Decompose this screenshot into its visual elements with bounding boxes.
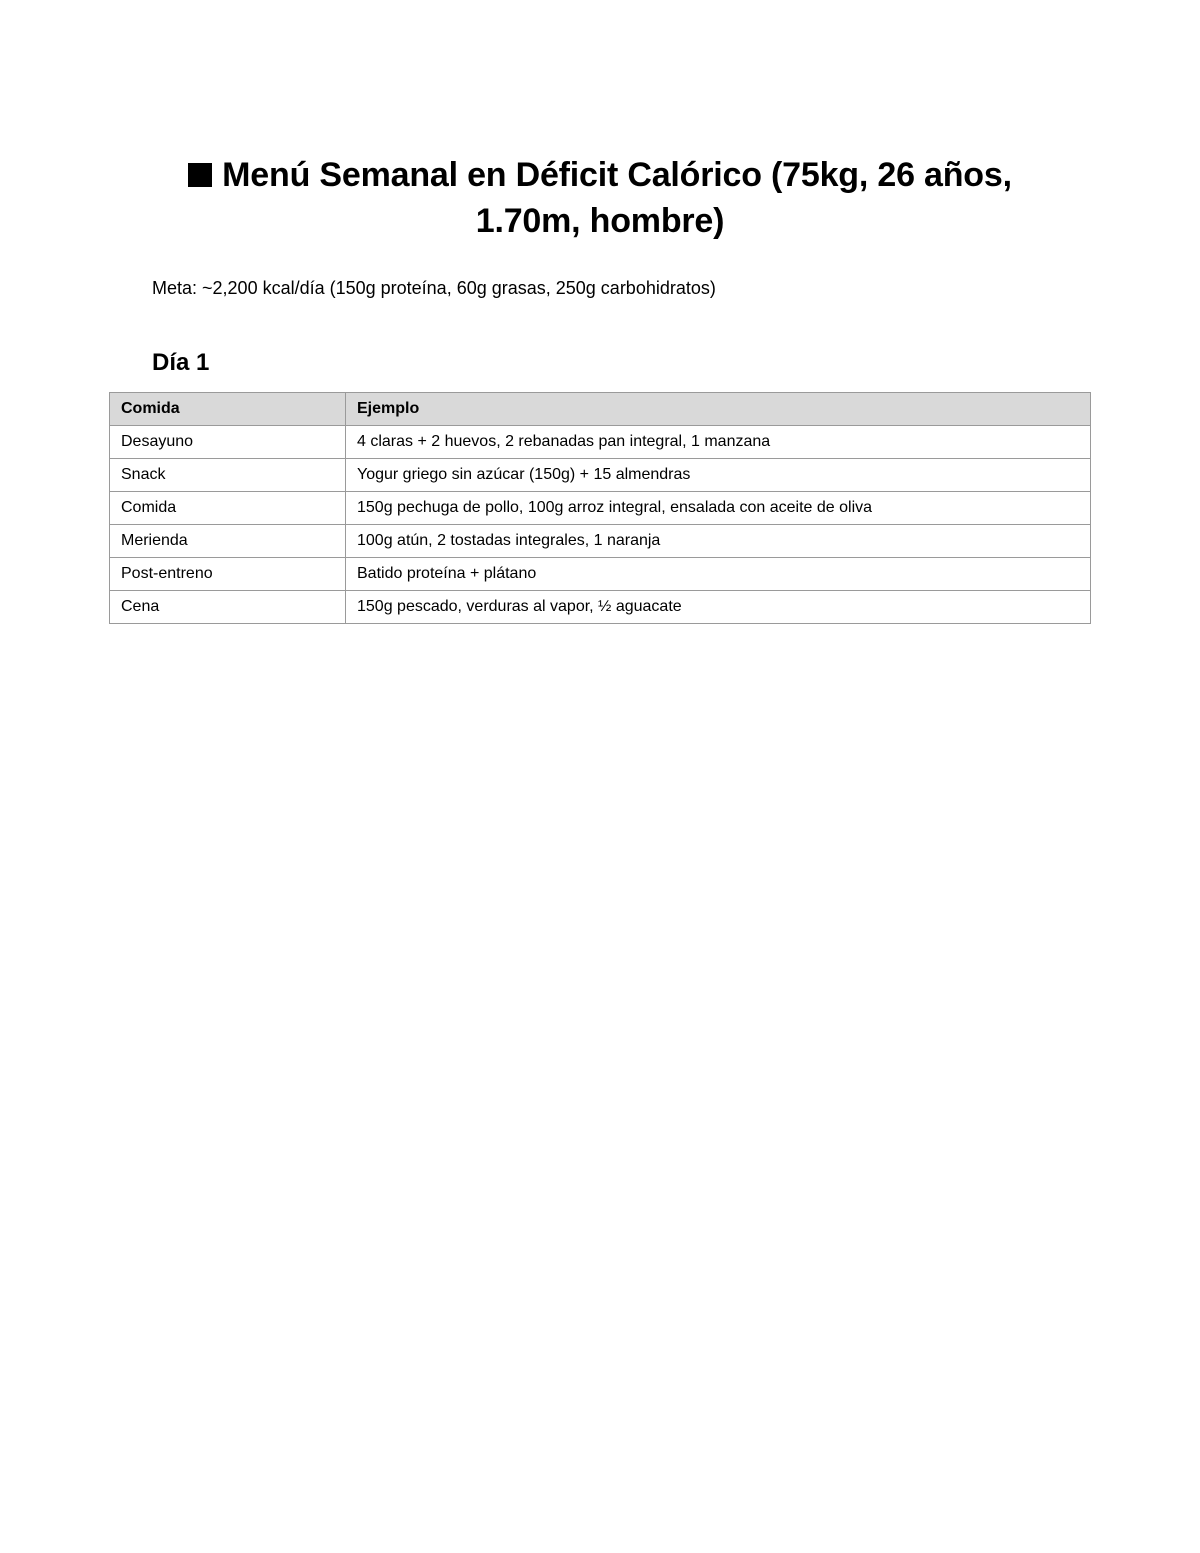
header-meal: Comida: [110, 393, 346, 426]
meal-cell: Desayuno: [110, 426, 346, 459]
meal-cell: Comida: [110, 492, 346, 525]
meal-cell: Merienda: [110, 525, 346, 558]
table-row: [110, 558, 1091, 591]
table-row: [110, 426, 1091, 459]
meal-cell: Post-entreno: [110, 558, 346, 591]
daily-goal-text: Meta: ~2,200 kcal/día (150g proteína, 60g grasas, 250g carbohidratos): [152, 278, 716, 298]
example-cell: 4 claras + 2 huevos, 2 rebanadas pan integral, 1 manzana: [346, 426, 1091, 459]
table-row: [110, 591, 1091, 624]
meal-cell: Snack: [110, 459, 346, 492]
table-row: [110, 525, 1091, 558]
page-title-text: Menú Semanal en Déficit Calórico (75kg, 26 años, 1.70m, hombre): [222, 156, 1012, 240]
header-example: Ejemplo: [346, 393, 1091, 426]
table-row: [110, 459, 1091, 492]
meal-table: [109, 392, 1091, 624]
example-cell: Batido proteína + plátano: [346, 558, 1091, 591]
table-row: [110, 492, 1091, 525]
meal-cell: Cena: [110, 591, 346, 624]
table-header-row: [110, 393, 1091, 426]
square-bullet-icon: [188, 163, 212, 187]
example-cell: 100g atún, 2 tostadas integrales, 1 naranja: [346, 525, 1091, 558]
example-cell: 150g pescado, verduras al vapor, ½ aguacate: [346, 591, 1091, 624]
example-cell: Yogur griego sin azúcar (150g) + 15 almendras: [346, 459, 1091, 492]
example-cell: 150g pechuga de pollo, 100g arroz integral, ensalada con aceite de oliva: [346, 492, 1091, 525]
day-heading: Día 1: [152, 349, 210, 376]
page-title: [150, 152, 1050, 244]
